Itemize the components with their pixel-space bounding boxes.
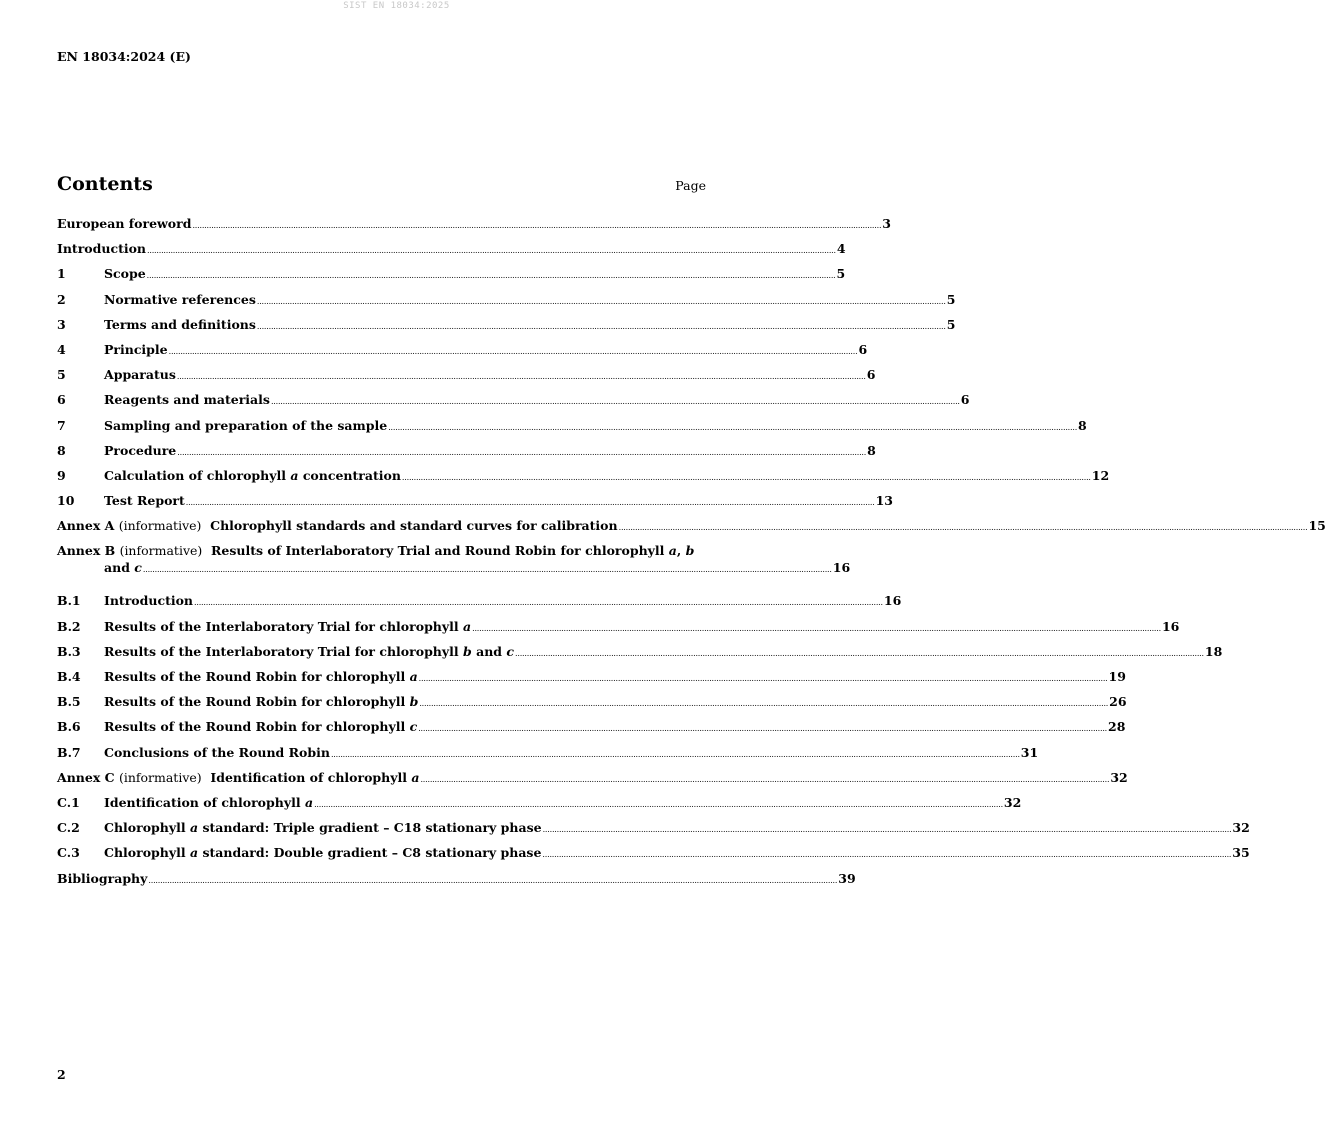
toc-entry-number: B.3 [57, 643, 81, 659]
toc-entry-number: 6 [57, 392, 66, 408]
watermark: SIST EN 18034:2025 [343, 1, 450, 11]
label-italic: c [134, 560, 142, 576]
annex-id: Annex C [57, 769, 115, 785]
label-italic: a [411, 769, 420, 785]
toc-entry-label: Test Report [104, 493, 185, 509]
toc-entry-page: 5 [946, 291, 956, 307]
toc-entry-page: 31 [1020, 744, 1039, 760]
toc-leader: ...................................................................................................................................................................................................................................................................................................... [618, 523, 1308, 533]
label-italic: a [668, 543, 677, 559]
toc-entry-c2[interactable] [57, 817, 1250, 842]
toc-leader: ...................................................................................................................................................................................................................................................................................................... [419, 699, 1109, 709]
label-italic: c [506, 643, 515, 659]
toc-leader: ...................................................................................................................................................................................................................................................................................................... [192, 221, 882, 230]
toc-entry-page: 8 [867, 442, 876, 458]
label-italic: a [290, 467, 299, 483]
toc-entry-page: 3 [882, 216, 891, 231]
toc-leader: ...................................................................................................................................................................................................................................................................................................... [472, 623, 1161, 633]
toc-entry-b1[interactable] [57, 590, 902, 615]
toc-leader: ...................................................................................................................................................................................................................................................................................................... [147, 246, 836, 256]
toc-entry-page: 26 [1109, 694, 1127, 710]
toc-entry-number: 1 [57, 266, 66, 282]
toc-entry-page: 13 [875, 493, 894, 509]
toc-entry-number: B.5 [57, 694, 81, 710]
toc-entry-bibliography[interactable] [57, 868, 856, 893]
toc-entry-label [104, 691, 418, 712]
toc-entry-number: 4 [57, 341, 66, 357]
toc-heading [57, 173, 706, 195]
toc-entry-label: European foreword [57, 216, 192, 231]
toc-entry-number: 7 [57, 417, 66, 433]
toc-entry-page: 19 [1108, 669, 1126, 684]
toc-entry-label [104, 666, 418, 687]
toc-entry-label: Bibliography [57, 870, 148, 886]
toc-entry-number: 8 [57, 442, 66, 458]
toc-entry-label [104, 465, 401, 486]
toc-entry-b3[interactable] [57, 641, 1223, 666]
label-italic: a [190, 845, 199, 861]
label-text: , [676, 543, 686, 559]
toc-entry-number: B.6 [57, 719, 81, 735]
toc-entry-label-line1 [57, 540, 706, 561]
toc-entry-page: 16 [1161, 618, 1180, 634]
toc-entry-label: Sampling and preparation of the sample [104, 417, 388, 433]
toc-entry-page: 28 [1108, 719, 1126, 735]
label-italic: a [190, 820, 199, 836]
table-of-contents [57, 213, 1326, 893]
toc-entry-label-line2 [57, 560, 851, 590]
label-text: Results of the Interlaboratory Trial for chlorophyll [104, 643, 464, 659]
toc-entry-page: 6 [866, 367, 876, 383]
label-text: Results of Interlaboratory Trial and Round Robin for chlorophyll [211, 543, 669, 559]
toc-leader: ...................................................................................................................................................................................................................................................................................................... [314, 799, 1003, 809]
toc-entry-number: B.2 [57, 618, 81, 634]
toc-entry-page: 39 [838, 870, 856, 886]
toc-leader: ...................................................................................................................................................................................................................................................................................................... [542, 850, 1232, 860]
toc-entry-number: 5 [57, 367, 66, 383]
toc-entry-3[interactable] [57, 314, 956, 339]
toc-entry-number: 10 [57, 493, 75, 509]
toc-entry-number: C.2 [57, 820, 80, 836]
toc-entry-b7[interactable] [57, 742, 1039, 767]
toc-entry-page: 6 [960, 392, 970, 408]
annex-type: (informative) [119, 543, 203, 559]
toc-entry-9[interactable] [57, 465, 1110, 490]
toc-leader: ...................................................................................................................................................................................................................................................................................................... [142, 565, 832, 575]
toc-entry-5[interactable] [57, 364, 876, 389]
toc-entry-c1[interactable] [57, 792, 1022, 817]
toc-entry-annex-b[interactable] [57, 540, 851, 590]
toc-entry-b5[interactable] [57, 691, 1127, 716]
toc-entry-label [104, 842, 541, 863]
toc-entry-label [104, 616, 471, 637]
toc-entry-number: B.7 [57, 744, 81, 760]
toc-entry-b2[interactable] [57, 616, 1180, 641]
toc-entry-label [104, 817, 542, 838]
toc-leader: ...................................................................................................................................................................................................................................................................................................... [420, 774, 1110, 784]
toc-entry-b6[interactable] [57, 716, 1126, 741]
toc-title: Contents [57, 173, 153, 195]
label-italic: b [409, 694, 419, 710]
page-number: 2 [57, 1067, 66, 1082]
toc-entry-page: 16 [883, 593, 902, 609]
toc-entry-page: 8 [1078, 417, 1087, 433]
toc-entry-b4[interactable] [57, 666, 1126, 691]
label-text: concentration [298, 467, 401, 483]
toc-entry-foreword[interactable] [57, 213, 891, 238]
toc-entry-number: B.4 [57, 669, 81, 684]
toc-entry-annex-a[interactable] [57, 515, 1326, 540]
label-text: Calculation of chlorophyll [104, 467, 291, 483]
label-text: Results of the Round Robin for chlorophyll [104, 719, 410, 735]
toc-entry-page: 5 [836, 266, 846, 282]
toc-leader: ...................................................................................................................................................................................................................................................................................................... [168, 346, 858, 356]
toc-entry-label [57, 767, 419, 788]
toc-entry-7[interactable] [57, 415, 1087, 440]
toc-entry-label [57, 515, 618, 536]
toc-leader: ...................................................................................................................................................................................................................................................................................................... [542, 825, 1232, 835]
toc-leader: ...................................................................................................................................................................................................................................................................................................... [515, 648, 1204, 658]
label-text: Identification of chlorophyll [210, 769, 412, 785]
toc-entry-10[interactable] [57, 490, 894, 515]
toc-entry-8[interactable] [57, 440, 876, 465]
label-italic: a [463, 618, 472, 634]
toc-leader: ...................................................................................................................................................................................................................................................................................................... [194, 598, 883, 608]
toc-entry-page: 32 [1110, 769, 1128, 785]
toc-leader: ...................................................................................................................................................................................................................................................................................................... [176, 372, 866, 382]
toc-entry-page: 18 [1204, 643, 1223, 659]
toc-entry-6[interactable] [57, 389, 970, 414]
toc-leader: ...................................................................................................................................................................................................................................................................................................... [256, 321, 946, 331]
toc-page-label: Page [675, 178, 706, 193]
toc-entry-label: Principle [104, 341, 168, 357]
label-text: Chlorophyll [104, 845, 190, 861]
toc-entry-page: 16 [832, 560, 851, 576]
label-italic: b [463, 643, 472, 659]
toc-leader: ...................................................................................................................................................................................................................................................................................................... [270, 397, 960, 407]
toc-entry-page: 15 [1308, 518, 1326, 534]
toc-entry-c3[interactable] [57, 842, 1250, 867]
toc-leader: ...................................................................................................................................................................................................................................................................................................... [418, 674, 1108, 683]
toc-entry-number: C.3 [57, 845, 80, 861]
toc-leader: ...................................................................................................................................................................................................................................................................................................... [148, 875, 838, 885]
toc-entry-2[interactable] [57, 289, 956, 314]
toc-entry-page: 6 [858, 341, 868, 357]
toc-entry-page: 32 [1003, 794, 1022, 810]
label-italic: a [304, 794, 314, 810]
toc-leader: ...................................................................................................................................................................................................................................................................................................... [401, 472, 1091, 482]
label-text: and [471, 643, 507, 659]
annex-id: Annex B [57, 543, 116, 559]
toc-entry-number: C.1 [57, 794, 80, 810]
label-text: Chlorophyll [104, 820, 190, 836]
toc-leader: ...................................................................................................................................................................................................................................................................................................... [185, 498, 875, 508]
toc-entry-page: 4 [836, 241, 846, 257]
toc-leader: ...................................................................................................................................................................................................................................................................................................... [146, 271, 836, 281]
toc-entry-number: B.1 [57, 593, 81, 609]
annex-id: Annex A [57, 518, 115, 534]
document-id: EN 18034:2024 (E) [57, 49, 191, 64]
toc-leader: ...................................................................................................................................................................................................................................................................................................... [330, 749, 1020, 759]
toc-entry-4[interactable] [57, 339, 868, 364]
annex-type: (informative) [118, 518, 202, 534]
toc-leader: ...................................................................................................................................................................................................................................................................................................... [177, 447, 867, 457]
toc-entry-label: Apparatus [104, 367, 176, 383]
annex-type: (informative) [118, 769, 202, 785]
label-text: Results of the Interlaboratory Trial for chlorophyll [104, 618, 464, 634]
toc-entry-label: Scope [104, 266, 146, 282]
toc-entry-page: 12 [1091, 467, 1110, 483]
toc-entry-1[interactable] [57, 263, 846, 288]
toc-entry-number: 9 [57, 467, 66, 483]
toc-entry-page: 32 [1232, 820, 1250, 836]
toc-entry-label [104, 792, 313, 813]
label-text: Chlorophyll standards and standard curves for calibration [210, 518, 618, 534]
toc-leader: ...................................................................................................................................................................................................................................................................................................... [418, 724, 1108, 734]
toc-entry-page: 35 [1232, 845, 1250, 861]
label-text: standard: Triple gradient – C18 stationary phase [198, 820, 542, 836]
toc-entry-label [104, 561, 142, 575]
label-italic: c [409, 719, 418, 735]
label-text: Results of the Round Robin for chlorophyll [104, 669, 410, 684]
label-italic: a [409, 669, 418, 684]
label-italic: b [685, 543, 695, 559]
label-text: standard: Double gradient – C8 stationary phase [198, 845, 542, 861]
toc-entry-label: Introduction [57, 241, 147, 257]
toc-entry-label: Reagents and materials [104, 392, 270, 408]
toc-entry-annex-c[interactable] [57, 767, 1128, 792]
toc-entry-label: Introduction [104, 593, 194, 609]
toc-entry-number: 3 [57, 316, 66, 332]
label-text: Results of the Round Robin for chlorophyll [104, 694, 410, 710]
toc-entry-label: Procedure [104, 442, 177, 458]
label-text: Identification of chlorophyll [104, 794, 305, 810]
toc-leader: ...................................................................................................................................................................................................................................................................................................... [388, 422, 1078, 432]
toc-entry-label: Terms and definitions [104, 316, 256, 332]
toc-entry-label [104, 641, 514, 662]
toc-entry-number: 2 [57, 291, 66, 307]
toc-entry-label: Normative references [104, 291, 256, 307]
toc-entry-introduction[interactable] [57, 238, 846, 263]
toc-entry-page: 5 [946, 316, 956, 332]
toc-entry-label: Conclusions of the Round Robin [104, 744, 330, 760]
toc-entry-label [104, 716, 417, 737]
label-text: and [104, 560, 135, 576]
toc-leader: ...................................................................................................................................................................................................................................................................................................... [256, 296, 946, 306]
